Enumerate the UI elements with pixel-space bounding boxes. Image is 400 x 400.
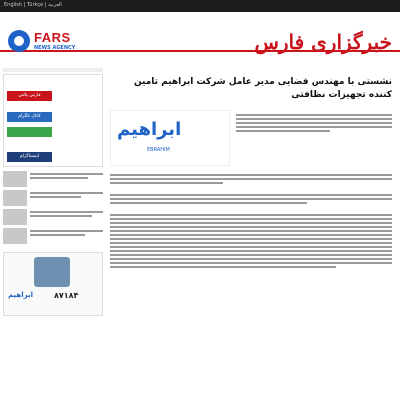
news-thumbnail[interactable] [3, 209, 27, 225]
logo-text[interactable]: FARS [34, 30, 71, 45]
lead-row [110, 110, 392, 166]
top-bar [0, 0, 400, 12]
news-thumbnail[interactable] [3, 190, 27, 206]
article-main [110, 70, 392, 270]
social-button[interactable] [7, 127, 52, 137]
lead-text [236, 110, 392, 166]
list-item[interactable] [3, 209, 103, 225]
list-item[interactable] [3, 171, 103, 187]
logo-subtitle: NEWS AGENCY [34, 45, 76, 51]
site-header [0, 12, 400, 52]
news-thumbnail[interactable] [3, 228, 27, 244]
ad-brand: ابراهیم [8, 291, 33, 299]
lead-image [110, 110, 230, 166]
social-box [3, 74, 103, 167]
language-links[interactable]: English | Türkçe | العربية [4, 2, 62, 8]
brand-logo: ابراهیم [117, 119, 182, 140]
instagram-button[interactable]: اینستاگرام [7, 152, 52, 162]
cleaning-machine-image [34, 257, 70, 287]
advertisement[interactable] [3, 252, 103, 316]
telegram-button[interactable]: کانال تلگرام [7, 112, 52, 122]
list-item[interactable] [3, 190, 103, 206]
brand-logo-en: EBRAHIM [147, 147, 170, 153]
news-thumbnail[interactable] [3, 171, 27, 187]
sidebar-header [3, 68, 103, 72]
page-title: نشستی با مهندس فضایی مدیر عامل شرکت ابراهیم تامین کننده تجهیزات نظافتی [133, 77, 392, 100]
sidebar [3, 68, 103, 316]
brand-title[interactable]: خبرگزاری فارس [254, 30, 392, 54]
logo-icon[interactable] [8, 30, 30, 52]
article-body [110, 174, 392, 268]
list-item[interactable] [3, 228, 103, 244]
ad-phone: ۸۷۱۸۴ [54, 291, 79, 300]
fars-plus-button[interactable]: فارس پلاس [7, 91, 52, 101]
